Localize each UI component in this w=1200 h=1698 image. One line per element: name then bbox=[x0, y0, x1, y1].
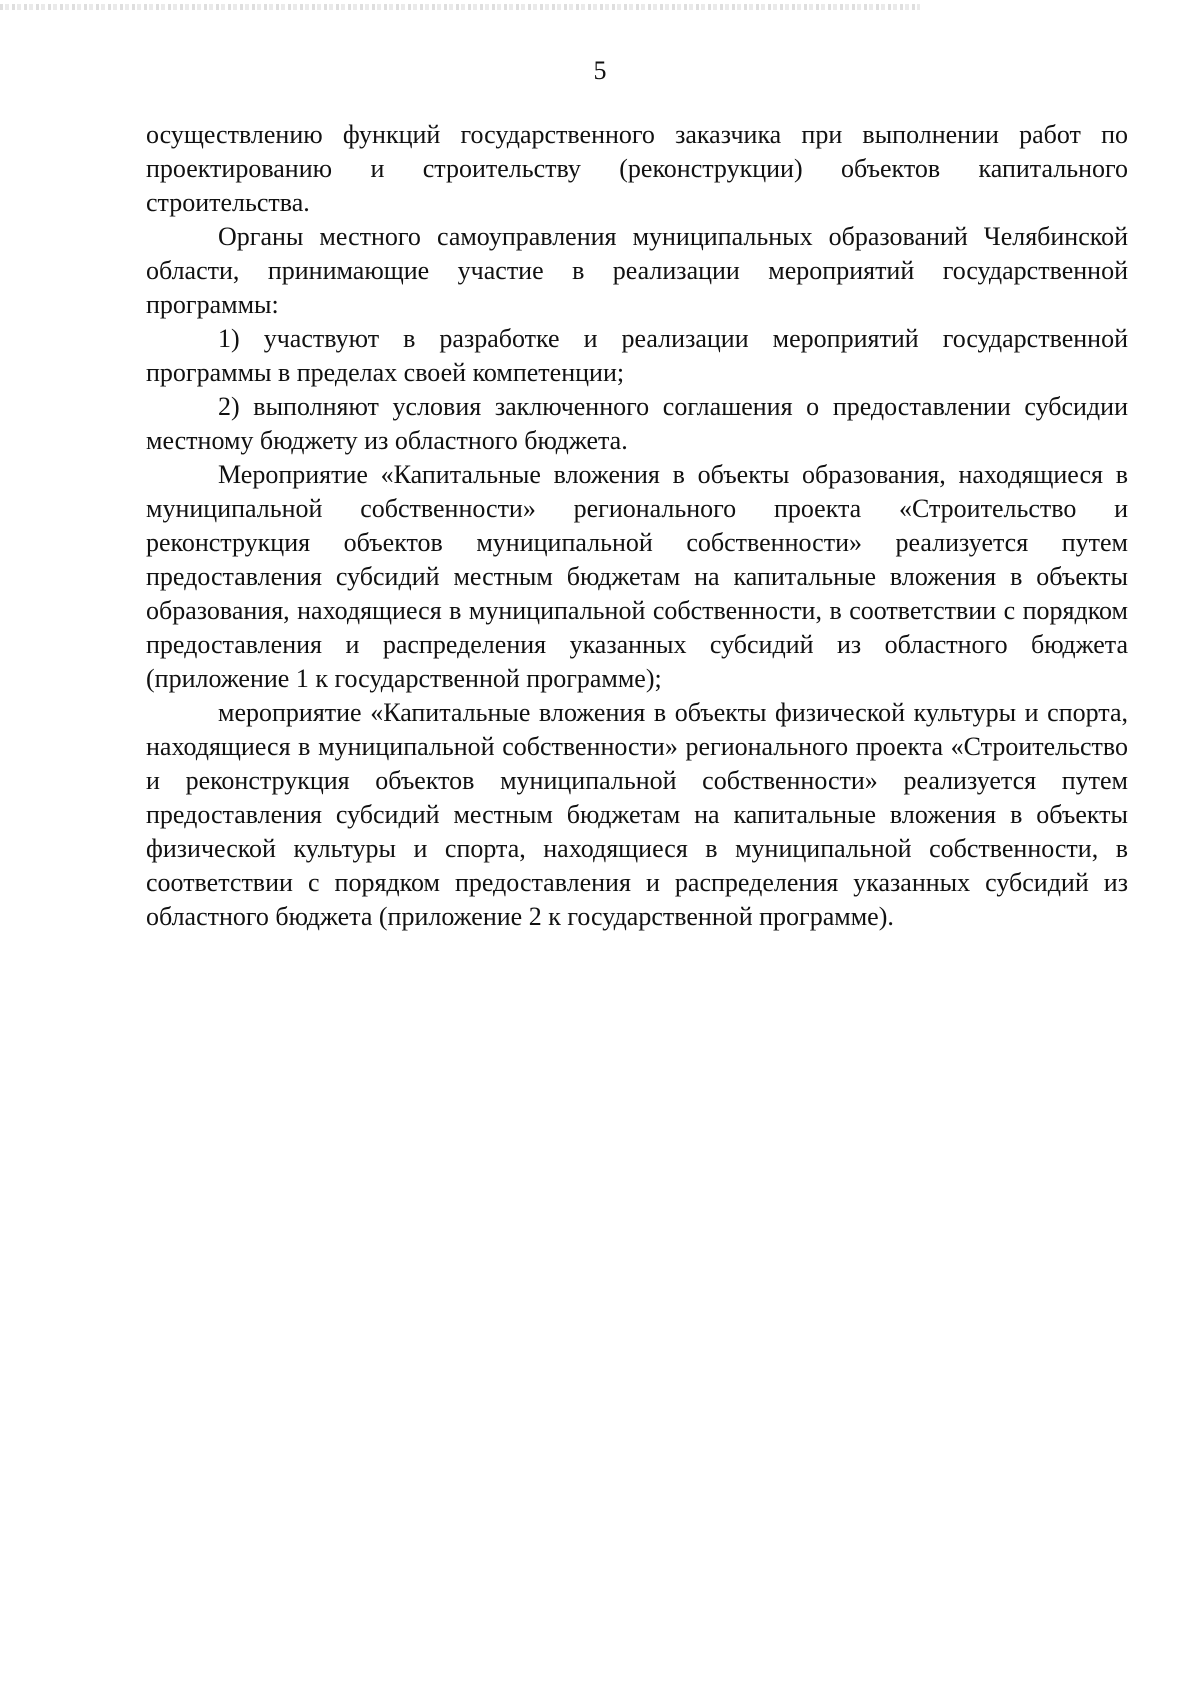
document-body bbox=[146, 118, 1128, 934]
paragraph-continuation: осуществлению функций государственного заказчика при выполнении работ по проектированию и строительству (реконструкции) объектов капитального строительства. bbox=[146, 120, 1128, 217]
paragraph-education-measure: Мероприятие «Капитальные вложения в объекты образования, находящиеся в муниципальной собственности» регионального проекта «Строительство и реконструкция объектов муниципальной собственности» реализуется путем предоставления субсидий местным бюджетам на капитальные вложения в объекты образования, находящиеся в муниципальной собственности, в соответствии с порядком предоставления и распределения указанных субсидий из областного бюджета (приложение 1 к государственной программе); bbox=[146, 460, 1128, 693]
list-item-2: 2) выполняют условия заключенного соглашения о предоставлении субсидии местному бюджету из областного бюджета. bbox=[146, 392, 1128, 455]
paragraph-sport-measure: мероприятие «Капитальные вложения в объекты физической культуры и спорта, находящиеся в муниципальной собственности» регионального проекта «Строительство и реконструкция объектов муниципальной собственности» реализуется путем предоставления субсидий местным бюджетам на капитальные вложения в объекты физической культуры и спорта, находящиеся в муниципальной собственности, в соответствии с порядком предоставления и распределения указанных субсидий из областного бюджета (приложение 2 к государственной программе). bbox=[146, 698, 1128, 931]
paragraph-local-authorities: Органы местного самоуправления муниципальных образований Челябинской области, принимающие участие в реализации мероприятий государственной программы: bbox=[146, 222, 1128, 319]
page-number: 5 bbox=[593, 56, 607, 85]
scan-artifact-streak bbox=[0, 4, 920, 10]
list-item-1: 1) участвуют в разработке и реализации мероприятий государственной программы в пределах своей компетенции; bbox=[146, 324, 1128, 387]
